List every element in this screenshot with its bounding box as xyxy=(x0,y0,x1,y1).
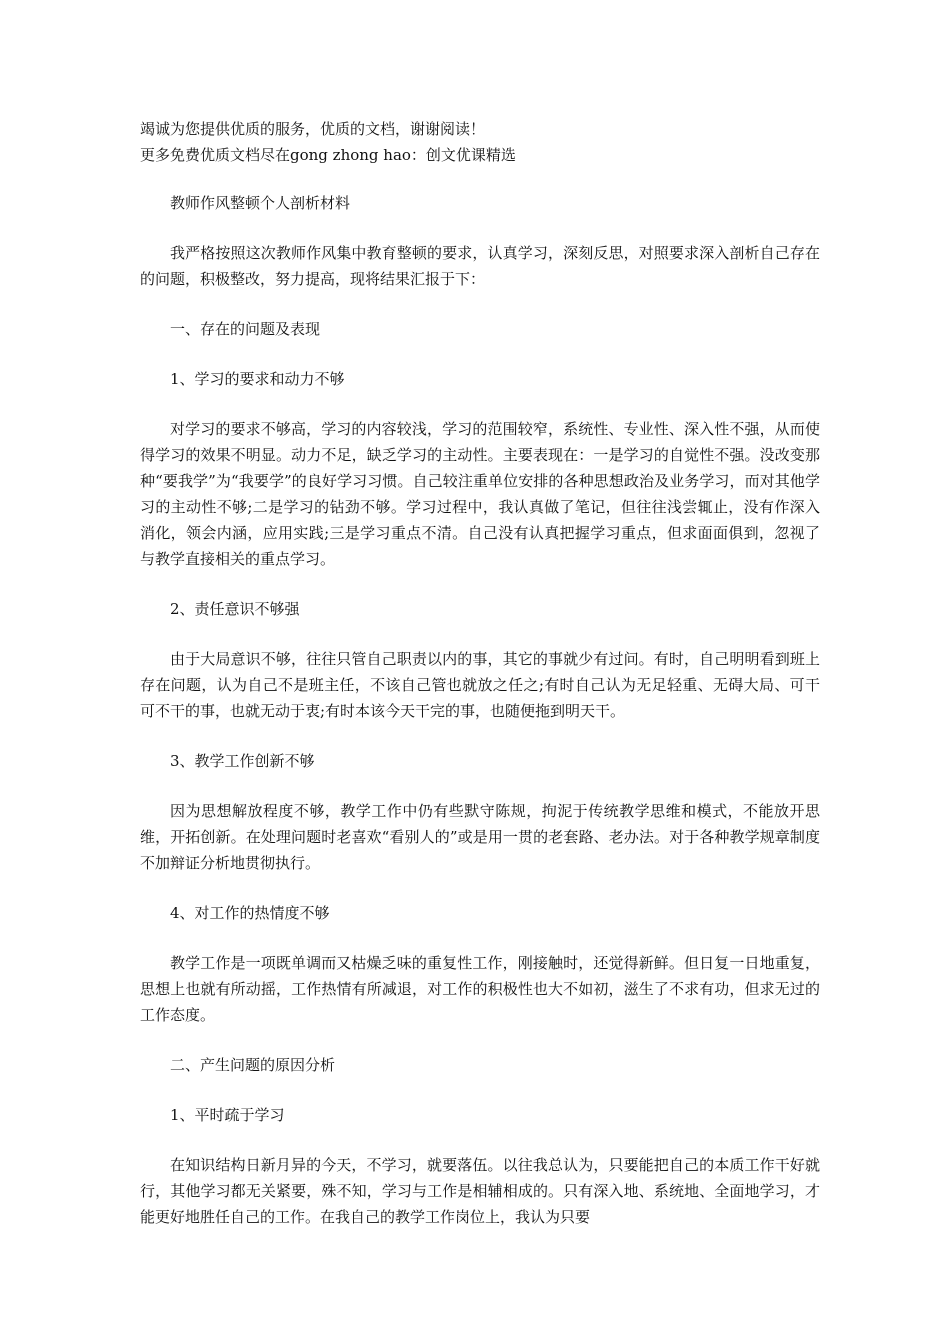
section-1-item-4-heading: 4、对工作的热情度不够 xyxy=(170,904,330,922)
section-1-item-1-body: 对学习的要求不够高，学习的内容较浅，学习的范围较窄，系统性、专业性、深入性不强，从而使得学习的效果不明显。动力不足，缺乏学习的主动性。主要表现在：一是学习的自觉性不强。没改变那种“要我学”为“我要学”的良好学习习惯。自己较注重单位安排的各种思想政治及业务学习，而对其他学习的主动性不够;二是学习的钻劲不够。学习过程中，我认真做了笔记，但往往浅尝辄止，没有作深入消化，领会内涵，应用实践;三是学习重点不清。自己没有认真把握学习重点，但求面面俱到，忽视了与教学直接相关的重点学习。 xyxy=(140,420,820,568)
promo-line-2: 更多免费优质文档尽在gong zhong hao：创文优课精选 xyxy=(140,146,516,164)
section-1-heading: 一、存在的问题及表现 xyxy=(170,320,321,338)
section-1-item-3-body: 因为思想解放程度不够，教学工作中仍有些默守陈规，拘泥于传统教学思维和模式，不能放开思维，开拓创新。在处理问题时老喜欢“看别人的”或是用一贯的老套路、老办法。对于各种教学规章制度不加辩证分析地贯彻执行。 xyxy=(140,802,820,872)
section-2-item-1-heading: 1、平时疏于学习 xyxy=(170,1106,285,1124)
section-1-item-4-body: 教学工作是一项既单调而又枯燥乏味的重复性工作，刚接触时，还觉得新鲜。但日复一日地重复，思想上也就有所动摇，工作热情有所减退，对工作的积极性也大不如初，滋生了不求有功，但求无过的工作态度。 xyxy=(140,954,820,1024)
document-title: 教师作风整顿个人剖析材料 xyxy=(170,194,351,212)
section-1-item-2-body: 由于大局意识不够，往往只管自己职责以内的事，其它的事就少有过问。有时，自己明明看到班上存在问题，认为自己不是班主任，不该自己管也就放之任之;有时自己认为无足轻重、无碍大局、可干可不干的事，也就无动于衷;有时本该今天干完的事，也随便拖到明天干。 xyxy=(140,650,820,720)
section-1-item-1-heading: 1、学习的要求和动力不够 xyxy=(170,370,345,388)
intro-paragraph: 我严格按照这次教师作风集中教育整顿的要求，认真学习，深刻反思，对照要求深入剖析自己存在的问题，积极整改，努力提高，现将结果汇报于下： xyxy=(140,244,820,288)
promo-header xyxy=(140,116,820,168)
section-2-heading: 二、产生问题的原因分析 xyxy=(170,1056,336,1074)
document-body xyxy=(140,190,820,1254)
section-1-item-3-heading: 3、教学工作创新不够 xyxy=(170,752,315,770)
section-2-item-1-body: 在知识结构日新月异的今天，不学习，就要落伍。以往我总认为，只要能把自己的本质工作干好就行，其他学习都无关紧要，殊不知，学习与工作是相辅相成的。只有深入地、系统地、全面地学习，才能更好地胜任自己的工作。在我自己的教学工作岗位上，我认为只要 xyxy=(140,1156,820,1226)
section-1-item-2-heading: 2、责任意识不够强 xyxy=(170,600,300,618)
promo-line-1: 竭诚为您提供优质的服务，优质的文档，谢谢阅读！ xyxy=(140,120,486,138)
